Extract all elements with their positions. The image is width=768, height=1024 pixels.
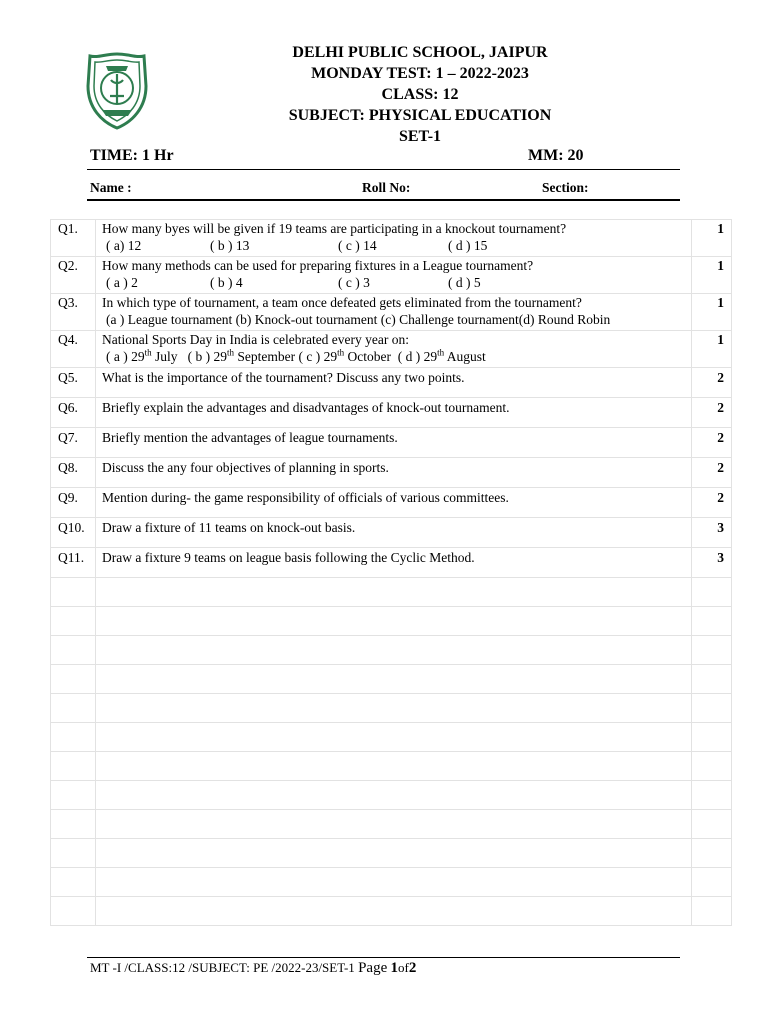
marks-cell: 1: [692, 220, 732, 257]
footer-of-word: of: [397, 960, 409, 975]
question-options: [102, 274, 691, 291]
page-footer: [90, 960, 416, 977]
table-row: [51, 458, 732, 488]
question-number: Q2.: [51, 257, 96, 294]
blank-row: [51, 607, 732, 636]
divider-info: [87, 199, 680, 201]
footer-divider: [87, 957, 680, 958]
footer-page-word: Page: [358, 960, 388, 976]
question-text: How many methods can be used for preparing fixtures in a League tournament?: [102, 258, 534, 273]
table-row: [51, 548, 732, 578]
time-label: TIME: 1 Hr: [90, 147, 174, 164]
option-b: ( b ) 13: [210, 238, 250, 253]
question-number: Q3.: [51, 294, 96, 331]
blank-row: [51, 781, 732, 810]
blank-row: [51, 897, 732, 926]
marks-cell: 2: [692, 398, 732, 428]
blank-row: [51, 723, 732, 752]
question-text: Draw a fixture 9 teams on league basis following the Cyclic Method.: [96, 548, 692, 578]
max-marks-label: MM: 20: [528, 147, 584, 164]
table-row: [51, 331, 732, 368]
section-label: Section:: [542, 180, 589, 195]
question-number: Q11.: [51, 548, 96, 578]
question-text: National Sports Day in India is celebrated every year on:: [102, 332, 410, 347]
option-a: ( a) 12: [106, 238, 142, 253]
question-cell: [96, 294, 692, 331]
divider-top: [87, 169, 680, 170]
question-text: Mention during- the game responsibility of officials of various committees.: [96, 488, 692, 518]
option-a: ( a ) 2: [106, 275, 138, 290]
question-number: Q7.: [51, 428, 96, 458]
blank-row: [51, 665, 732, 694]
table-row: [51, 368, 732, 398]
question-number: Q9.: [51, 488, 96, 518]
questions-table: [50, 219, 732, 926]
table-row: [51, 518, 732, 548]
marks-cell: 3: [692, 518, 732, 548]
question-cell: [96, 257, 692, 294]
question-number: Q8.: [51, 458, 96, 488]
question-text: Discuss the any four objectives of planning in sports.: [96, 458, 692, 488]
name-label: Name :: [90, 180, 132, 195]
table-row: [51, 220, 732, 257]
marks-cell: 1: [692, 257, 732, 294]
table-row: [51, 488, 732, 518]
set-label: SET-1: [398, 128, 442, 145]
question-cell: [96, 331, 692, 368]
marks-cell: 2: [692, 368, 732, 398]
footer-page-number: 1: [390, 960, 398, 976]
question-options: [102, 237, 691, 254]
blank-row: [51, 868, 732, 897]
exam-header: [200, 42, 640, 147]
option-d: ( d ) 5: [448, 275, 481, 290]
question-text: Draw a fixture of 11 teams on knock-out basis.: [96, 518, 692, 548]
marks-cell: 1: [692, 294, 732, 331]
table-row: [51, 294, 732, 331]
table-row: [51, 257, 732, 294]
marks-cell: 2: [692, 488, 732, 518]
question-text: In which type of tournament, a team once defeated gets eliminated from the tournament?: [102, 295, 582, 310]
option-c: ( c ) 29th October: [298, 347, 391, 364]
blank-row: [51, 752, 732, 781]
marks-cell: 1: [692, 331, 732, 368]
question-number: Q10.: [51, 518, 96, 548]
marks-cell: 2: [692, 458, 732, 488]
test-name: MONDAY TEST: 1 – 2022-2023: [311, 65, 529, 82]
question-options: (a ) League tournament (b) Knock-out tournament (c) Challenge tournament(d) Round Robin: [106, 312, 611, 327]
option-a: ( a ) 29th July: [106, 347, 178, 364]
school-crest-logo: [84, 52, 150, 130]
class-label: CLASS: 12: [381, 86, 459, 103]
blank-row: [51, 636, 732, 665]
question-text: Briefly mention the advantages of league tournaments.: [96, 428, 692, 458]
question-text: Briefly explain the advantages and disadvantages of knock-out tournament.: [96, 398, 692, 428]
subject-label: SUBJECT: PHYSICAL EDUCATION: [288, 107, 552, 124]
blank-row: [51, 694, 732, 723]
table-row: [51, 398, 732, 428]
footer-code: MT -I /CLASS:12 /SUBJECT: PE /2022-23/SET-1: [90, 960, 355, 975]
option-d: ( d ) 29th August: [397, 347, 486, 364]
option-b: ( b ) 4: [210, 275, 243, 290]
question-number: Q5.: [51, 368, 96, 398]
question-options: [102, 348, 691, 365]
table-row: [51, 428, 732, 458]
question-number: Q4.: [51, 331, 96, 368]
option-c: ( c ) 14: [338, 238, 377, 253]
option-b: ( b ) 29th September: [187, 347, 296, 364]
option-c: ( c ) 3: [338, 275, 370, 290]
question-text: What is the importance of the tournament? Discuss any two points.: [96, 368, 692, 398]
footer-page-total: 2: [408, 960, 417, 976]
marks-cell: 2: [692, 428, 732, 458]
blank-row: [51, 810, 732, 839]
roll-no-label: Roll No:: [362, 180, 411, 195]
question-number: Q6.: [51, 398, 96, 428]
question-number: Q1.: [51, 220, 96, 257]
blank-row: [51, 578, 732, 607]
school-name: DELHI PUBLIC SCHOOL, JAIPUR: [292, 44, 548, 61]
option-d: ( d ) 15: [448, 238, 488, 253]
question-text: How many byes will be given if 19 teams are participating in a knockout tournament?: [102, 221, 567, 236]
blank-row: [51, 839, 732, 868]
marks-cell: 3: [692, 548, 732, 578]
question-cell: [96, 220, 692, 257]
